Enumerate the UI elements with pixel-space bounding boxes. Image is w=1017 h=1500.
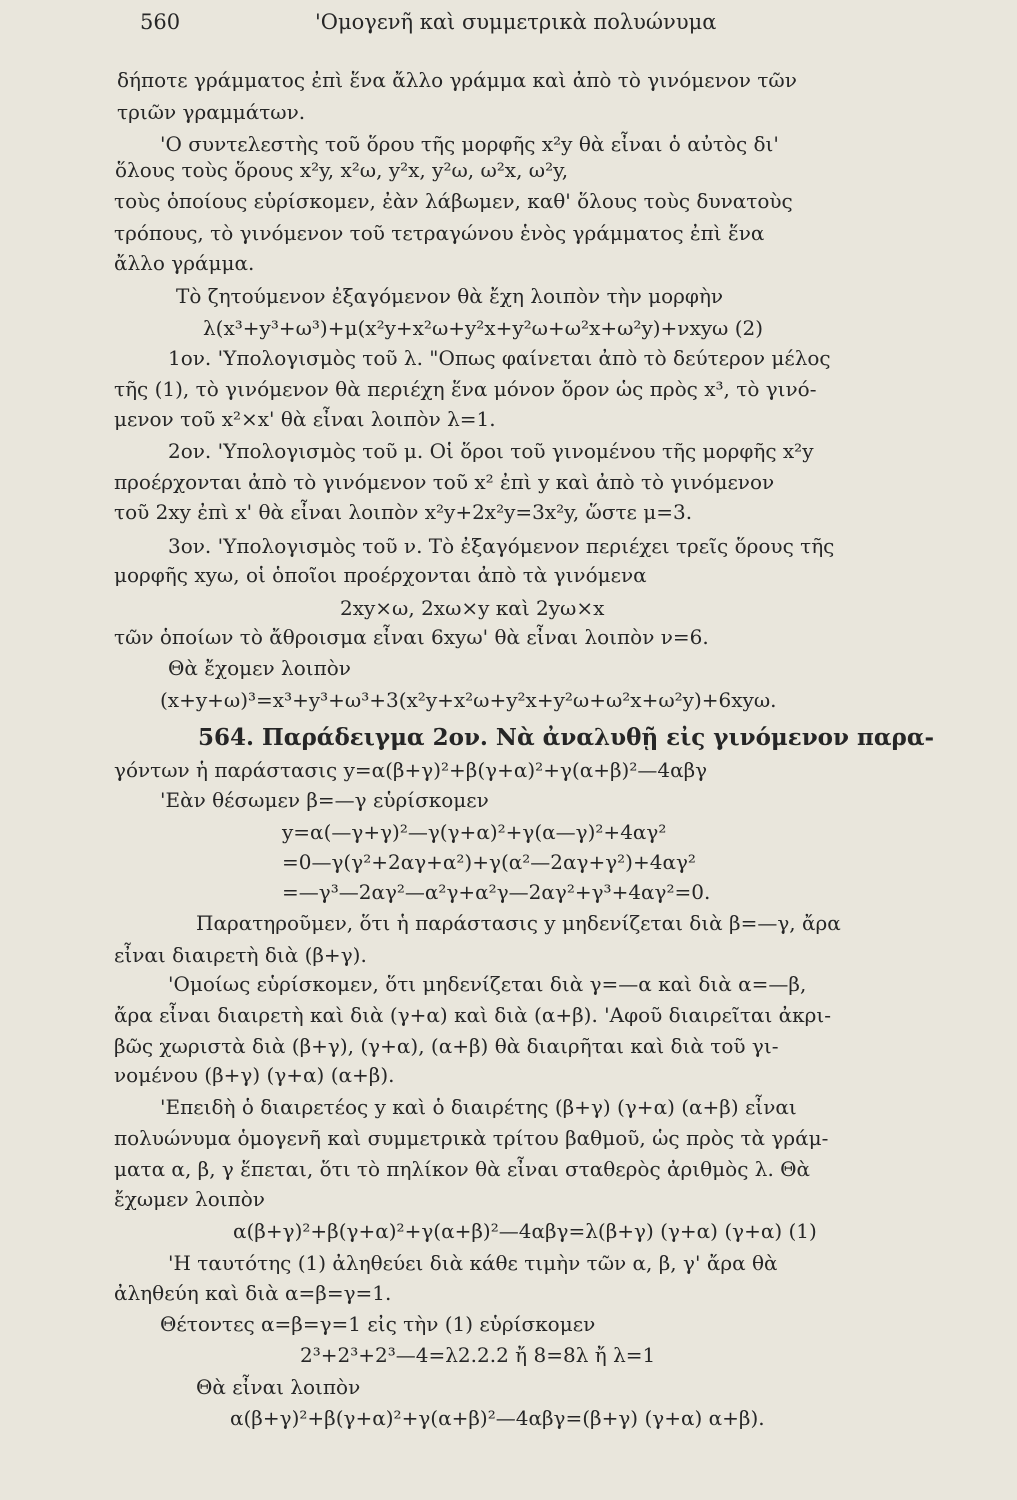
text-line: 3ον. 'Υπολογισμὸς τοῦ ν. Τὸ ἐξαγόμενον περιέχει τρεῖς ὅρους τῆς xyxy=(168,534,835,558)
text-line: 'Επειδὴ ὁ διαιρετέος y καὶ ὁ διαιρέτης (β+γ) (γ+α) (α+β) εἶναι xyxy=(160,1095,797,1119)
text-line: τριῶν γραμμάτων. xyxy=(117,100,306,124)
text-line: νομένου (β+γ) (γ+α) (α+β). xyxy=(114,1063,395,1087)
section-heading: 564. Παράδειγμα 2ον. Νὰ ἀναλυθῇ εἰς γινόμενον παρα- xyxy=(198,724,935,751)
text-line: ἀληθεύη καὶ διὰ α=β=γ=1. xyxy=(114,1281,392,1305)
text-line: 'Εὰν θέσωμεν β=—γ εὑρίσκομεν xyxy=(160,788,489,812)
text-line: 1ον. 'Υπολογισμὸς τοῦ λ. "Οπως φαίνεται ἀπὸ τὸ δεύτερον μέλος xyxy=(168,346,831,370)
text-line: δήποτε γράμματος ἐπὶ ἕνα ἄλλο γράμμα καὶ ἀπὸ τὸ γινόμενον τῶν xyxy=(117,68,797,92)
text-line: πολυώνυμα ὁμογενῆ καὶ συμμετρικὰ τρίτου βαθμοῦ, ὡς πρὸς τὰ γράμ- xyxy=(114,1126,829,1150)
text-line: προέρχονται ἀπὸ τὸ γινόμενον τοῦ x² ἐπὶ y καὶ ἀπὸ τὸ γινόμενον xyxy=(114,470,775,494)
text-line: Θὰ ἔχομεν λοιπὸν xyxy=(168,656,351,680)
text-line: γόντων ἡ παράστασις y=α(β+γ)²+β(γ+α)²+γ(α+β)²—4αβγ xyxy=(114,758,708,782)
equation: 2xy×ω, 2xω×y καὶ 2yω×x xyxy=(340,596,605,620)
page-number: 560 xyxy=(140,10,181,34)
text-line: τῶν ὁποίων τὸ ἄθροισμα εἶναι 6xyω' θὰ εἶναι λοιπὸν ν=6. xyxy=(114,625,709,649)
equation: (x+y+ω)³=x³+y³+ω³+3(x²y+x²ω+y²x+y²ω+ω²x+ω²y)+6xyω. xyxy=(160,688,777,712)
text-line: Θέτοντες α=β=γ=1 εἰς τὴν (1) εὑρίσκομεν xyxy=(160,1312,596,1336)
text-line: ὅλους τοὺς ὅρους x²y, x²ω, y²x, y²ω, ω²x, ω²y, xyxy=(115,158,569,182)
text-line: 'Ομοίως εὑρίσκομεν, ὅτι μηδενίζεται διὰ γ=—α καὶ διὰ α=—β, xyxy=(168,972,807,996)
text-line: τρόπους, τὸ γινόμενον τοῦ τετραγώνου ἑνὸς γράμματος ἐπὶ ἕνα xyxy=(114,221,765,245)
text-line: βῶς χωριστὰ διὰ (β+γ), (γ+α), (α+β) θὰ διαιρῆται καὶ διὰ τοῦ γι- xyxy=(114,1034,779,1058)
text-line: εἶναι διαιρετὴ διὰ (β+γ). xyxy=(114,943,367,967)
text-line: Θὰ εἶναι λοιπὸν xyxy=(196,1375,361,1399)
text-line: Παρατηροῦμεν, ὅτι ἡ παράστασις y μηδενίζεται διὰ β=—γ, ἄρα xyxy=(196,911,841,935)
text-line: μενον τοῦ x²×x' θὰ εἶναι λοιπὸν λ=1. xyxy=(114,407,496,431)
running-title: 'Ομογενῆ καὶ συμμετρικὰ πολυώνυμα xyxy=(315,10,717,34)
equation: =—γ³—2αγ²—α²γ+α²γ—2αγ²+γ³+4αγ²=0. xyxy=(282,880,711,904)
text-line: ἄρα εἶναι διαιρετὴ καὶ διὰ (γ+α) καὶ διὰ (α+β). 'Αφοῦ διαιρεῖται ἀκρι- xyxy=(114,1003,832,1027)
equation: α(β+γ)²+β(γ+α)²+γ(α+β)²—4αβγ=λ(β+γ) (γ+α) (γ+α) (1) xyxy=(233,1219,817,1243)
text-line: τῆς (1), τὸ γινόμενον θὰ περιέχη ἕνα μόνον ὅρον ὡς πρὸς x³, τὸ γινό- xyxy=(114,377,817,401)
equation: 2³+2³+2³—4=λ2.2.2 ἤ 8=8λ ἤ λ=1 xyxy=(300,1343,656,1367)
equation: y=α(—γ+γ)²—γ(γ+α)²+γ(α—γ)²+4αγ² xyxy=(282,820,667,844)
text-line: 'Ο συντελεστὴς τοῦ ὅρου τῆς μορφῆς x²y θὰ εἶναι ὁ αὐτὸς δι' xyxy=(160,132,779,156)
equation: α(β+γ)²+β(γ+α)²+γ(α+β)²—4αβγ=(β+γ) (γ+α) α+β). xyxy=(230,1406,765,1430)
text-line: τοὺς ὁποίους εὑρίσκομεν, ἐὰν λάβωμεν, καθ' ὅλους τοὺς δυνατοὺς xyxy=(114,189,793,213)
text-line: 'Η ταυτότης (1) ἀληθεύει διὰ κάθε τιμὴν τῶν α, β, γ' ἄρα θὰ xyxy=(168,1251,778,1275)
equation: λ(x³+y³+ω³)+μ(x²y+x²ω+y²x+y²ω+ω²x+ω²y)+νxyω (2) xyxy=(203,316,764,340)
text-line: ἔχωμεν λοιπὸν xyxy=(114,1187,265,1211)
text-line: 2ον. 'Υπολογισμὸς τοῦ μ. Οἱ ὅροι τοῦ γινομένου τῆς μορφῆς x²y xyxy=(168,439,814,463)
equation: =0—γ(γ²+2αγ+α²)+γ(α²—2αγ+γ²)+4αγ² xyxy=(282,850,696,874)
text-line: ἄλλο γράμμα. xyxy=(114,251,255,275)
text-line: ματα α, β, γ ἕπεται, ὅτι τὸ πηλίκον θὰ εἶναι σταθερὸς ἀριθμὸς λ. Θὰ xyxy=(114,1157,811,1181)
text-line: Τὸ ζητούμενον ἐξαγόμενον θὰ ἔχη λοιπὸν τὴν μορφὴν xyxy=(176,284,724,308)
text-line: τοῦ 2xy ἐπὶ x' θὰ εἶναι λοιπὸν x²y+2x²y=3x²y, ὥστε μ=3. xyxy=(114,500,693,524)
text-line: μορφῆς xyω, οἱ ὁποῖοι προέρχονται ἀπὸ τὰ γινόμενα xyxy=(114,563,647,587)
